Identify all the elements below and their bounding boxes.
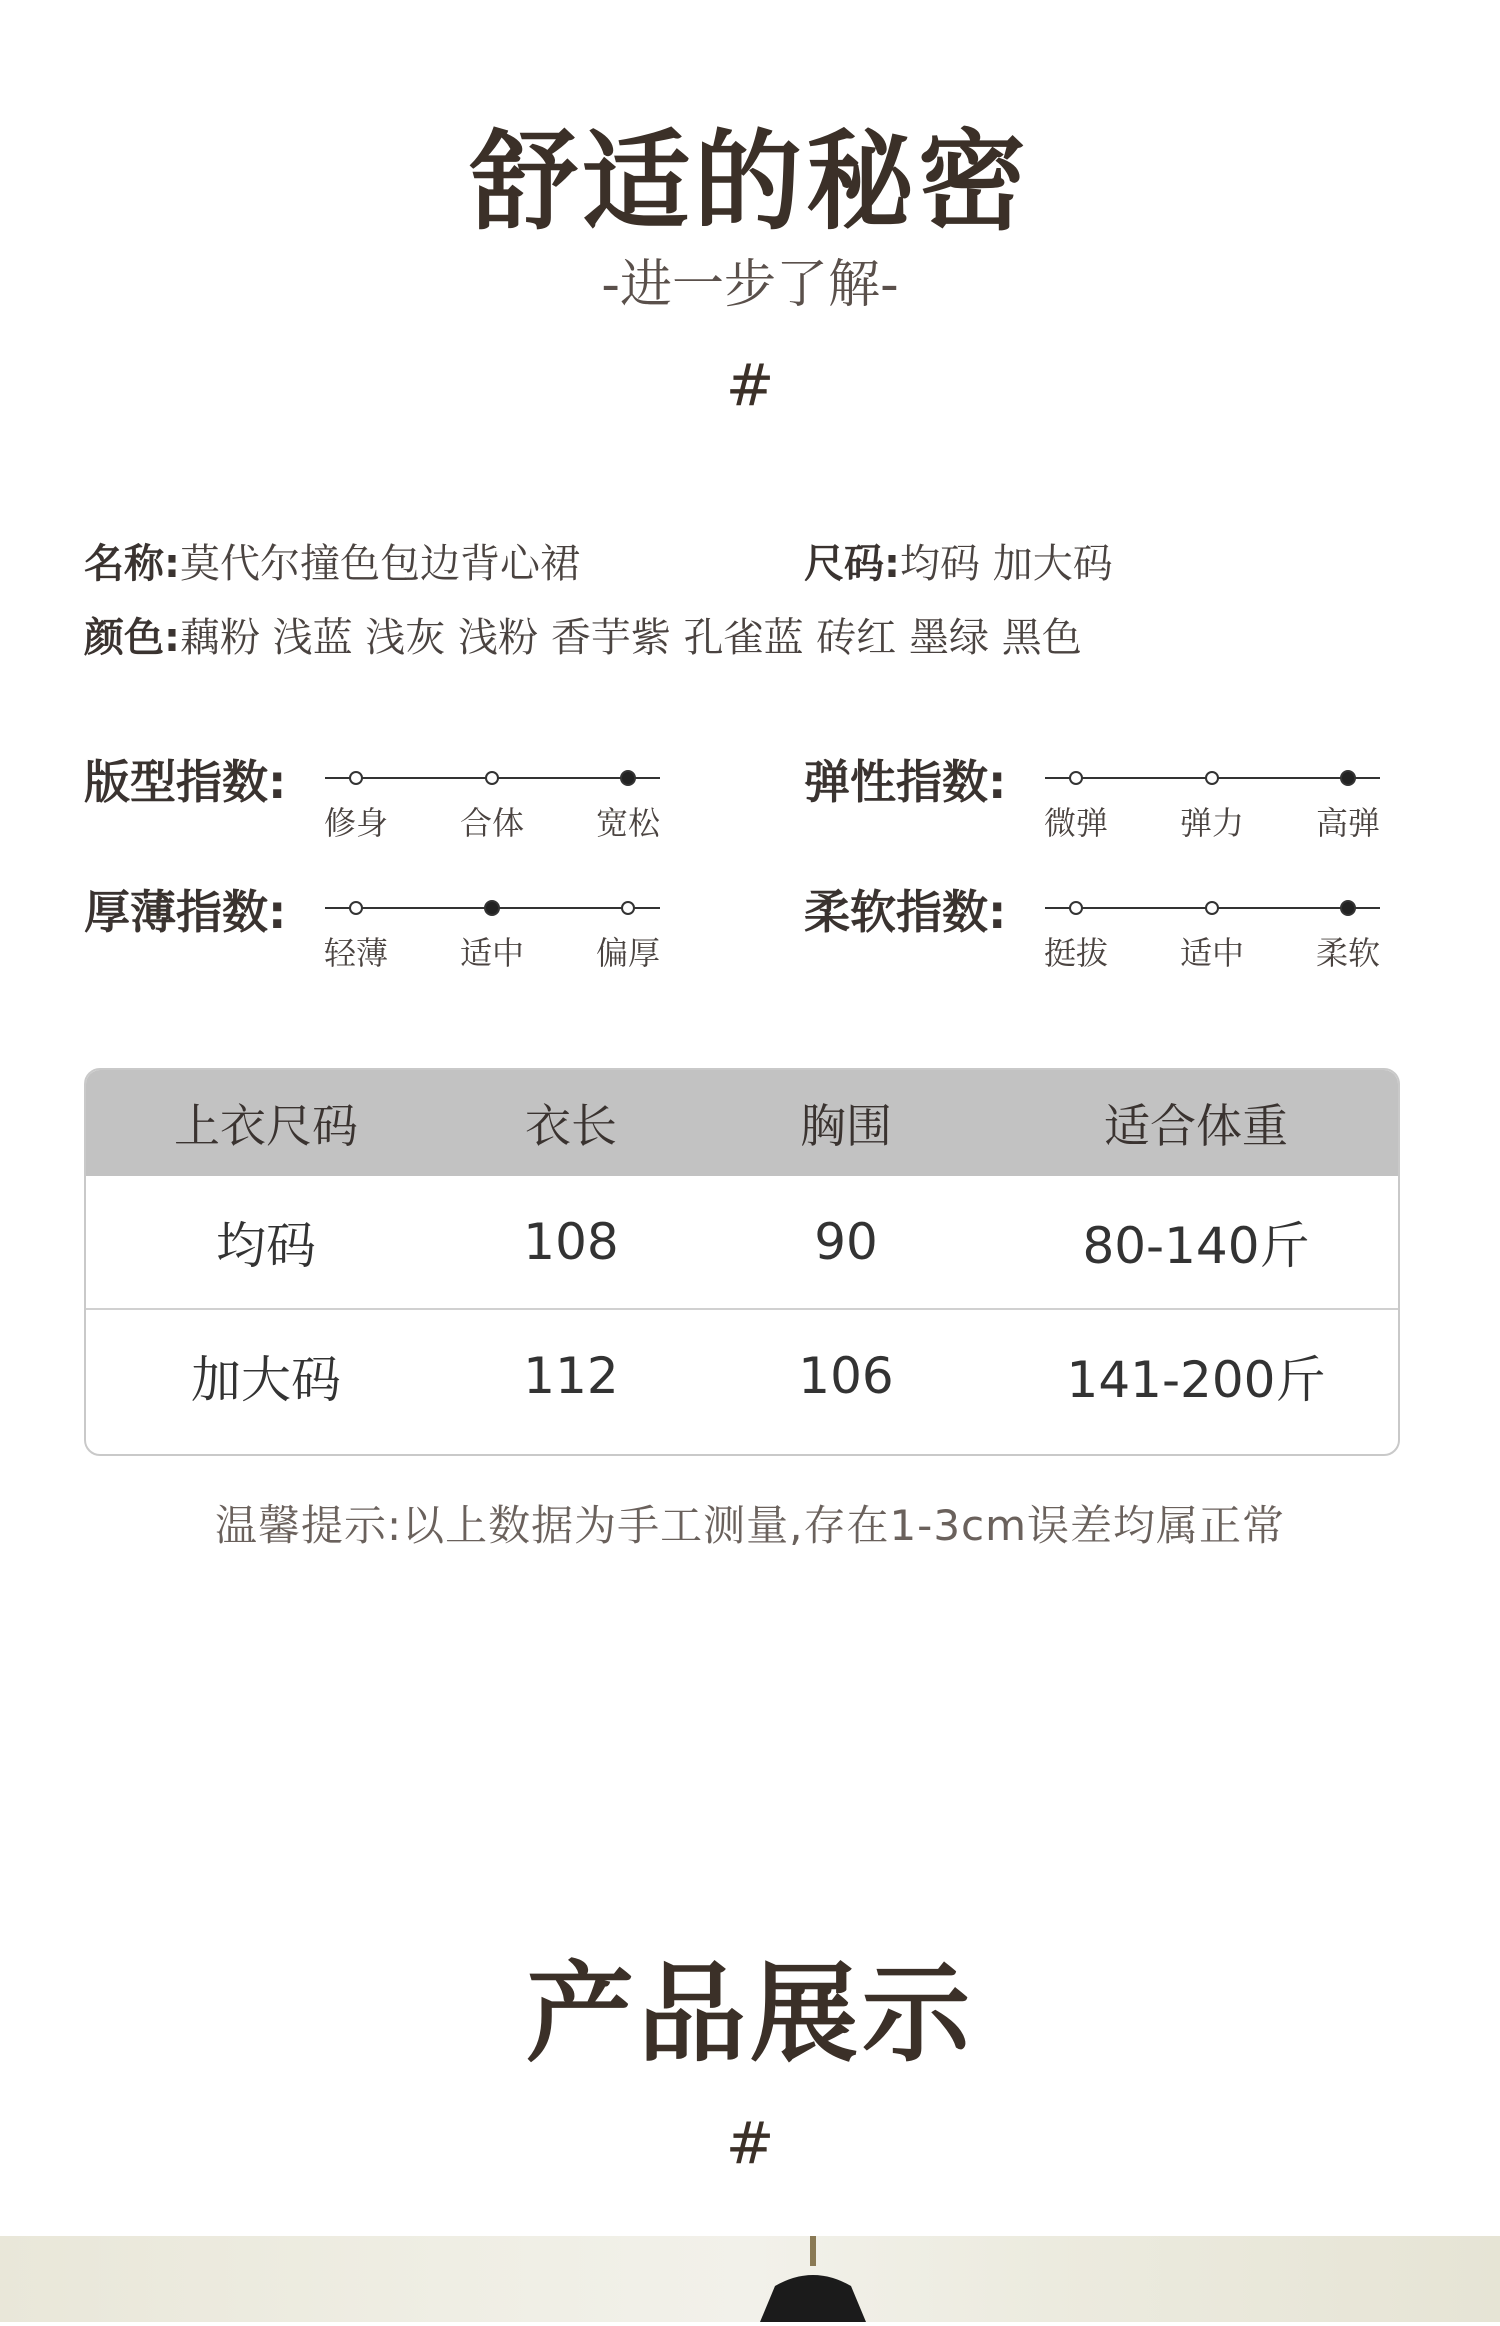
table-cell: 112	[523, 1347, 619, 1405]
product-color-line	[84, 610, 1082, 666]
scale-tick-label: 挺拔	[1043, 934, 1108, 972]
scale-tick-label: 适中	[1179, 934, 1244, 972]
table-cell: 106	[798, 1347, 894, 1405]
product-section-title: 产品展示	[525, 1952, 974, 2077]
scale-dot-selected	[485, 901, 499, 915]
scale-tick-label: 偏厚	[595, 934, 660, 972]
hanger-hook	[810, 2236, 816, 2266]
hash-mark: #	[725, 2109, 775, 2177]
name-value: 莫代尔撞色包边背心裙	[180, 541, 580, 587]
fit-index-scale	[320, 760, 665, 842]
table-cell: 141-200斤	[1066, 1351, 1326, 1409]
measurement-tip: 温馨提示:以上数据为手工测量,存在1-3cm误差均属正常	[214, 1501, 1286, 1550]
table-header	[86, 1070, 1398, 1176]
scale-tick-label: 高弹	[1315, 804, 1380, 842]
scale-tick-label: 合体	[459, 804, 524, 842]
hash-mark: #	[725, 351, 775, 419]
table-cell: 108	[523, 1213, 619, 1271]
header-cell: 衣长	[525, 1099, 617, 1153]
scale-tick-label: 轻薄	[323, 934, 388, 972]
header-cell: 适合体重	[1104, 1099, 1288, 1153]
elasticity-index-scale	[1040, 760, 1385, 842]
scale-tick-label: 宽松	[595, 804, 660, 842]
softness-index-label: 柔软指数:	[804, 885, 1007, 939]
elasticity-index-label: 弹性指数:	[804, 755, 1007, 809]
product-photo	[0, 2236, 1500, 2322]
table-cell: 均码	[216, 1217, 316, 1275]
scale-dot-selected	[621, 771, 635, 785]
scale-tick-label: 弹力	[1179, 804, 1244, 842]
page-title: 舒适的秘密	[469, 120, 1030, 245]
scale-dot	[1070, 902, 1082, 914]
table-cell: 80-140斤	[1082, 1217, 1310, 1275]
scale-graphic	[320, 760, 665, 790]
scale-dot	[350, 772, 362, 784]
table-row	[86, 1310, 1398, 1442]
scale-tick-label: 柔软	[1315, 934, 1380, 972]
scale-dot-selected	[1341, 901, 1355, 915]
size-label: 尺码:	[804, 541, 900, 587]
scale-dot	[1070, 772, 1082, 784]
softness-index-scale	[1040, 890, 1385, 972]
scale-dot	[1206, 902, 1218, 914]
scale-dot	[350, 902, 362, 914]
name-label: 名称:	[84, 541, 180, 587]
thickness-index-scale	[320, 890, 665, 972]
scale-tick-label: 修身	[323, 804, 388, 842]
product-photo-graphic	[0, 2236, 1500, 2322]
table-row	[86, 1176, 1398, 1310]
table-cell: 加大码	[191, 1351, 341, 1409]
header-cell: 胸围	[800, 1099, 892, 1153]
size-value: 均码 加大码	[900, 541, 1113, 587]
scale-dot	[486, 772, 498, 784]
thickness-index-label: 厚薄指数:	[84, 885, 287, 939]
size-table	[84, 1068, 1400, 1456]
fit-index-label: 版型指数:	[84, 755, 287, 809]
scale-graphic	[1040, 760, 1385, 790]
color-value: 藕粉 浅蓝 浅灰 浅粉 香芋紫 孔雀蓝 砖红 墨绿 黑色	[180, 615, 1082, 661]
scale-dot-selected	[1341, 771, 1355, 785]
color-label: 颜色:	[84, 615, 180, 661]
scale-graphic	[320, 890, 665, 920]
scale-graphic	[1040, 890, 1385, 920]
product-size-line	[804, 536, 1113, 592]
scale-dot	[1206, 772, 1218, 784]
scale-tick-label: 微弹	[1043, 804, 1108, 842]
header-cell: 上衣尺码	[174, 1099, 358, 1153]
page-subtitle: -进一步了解-	[601, 255, 899, 315]
scale-tick-label: 适中	[459, 934, 524, 972]
product-name-line	[84, 536, 580, 592]
table-cell: 90	[814, 1213, 878, 1271]
garment-shoulder	[760, 2275, 866, 2322]
scale-dot	[622, 902, 634, 914]
